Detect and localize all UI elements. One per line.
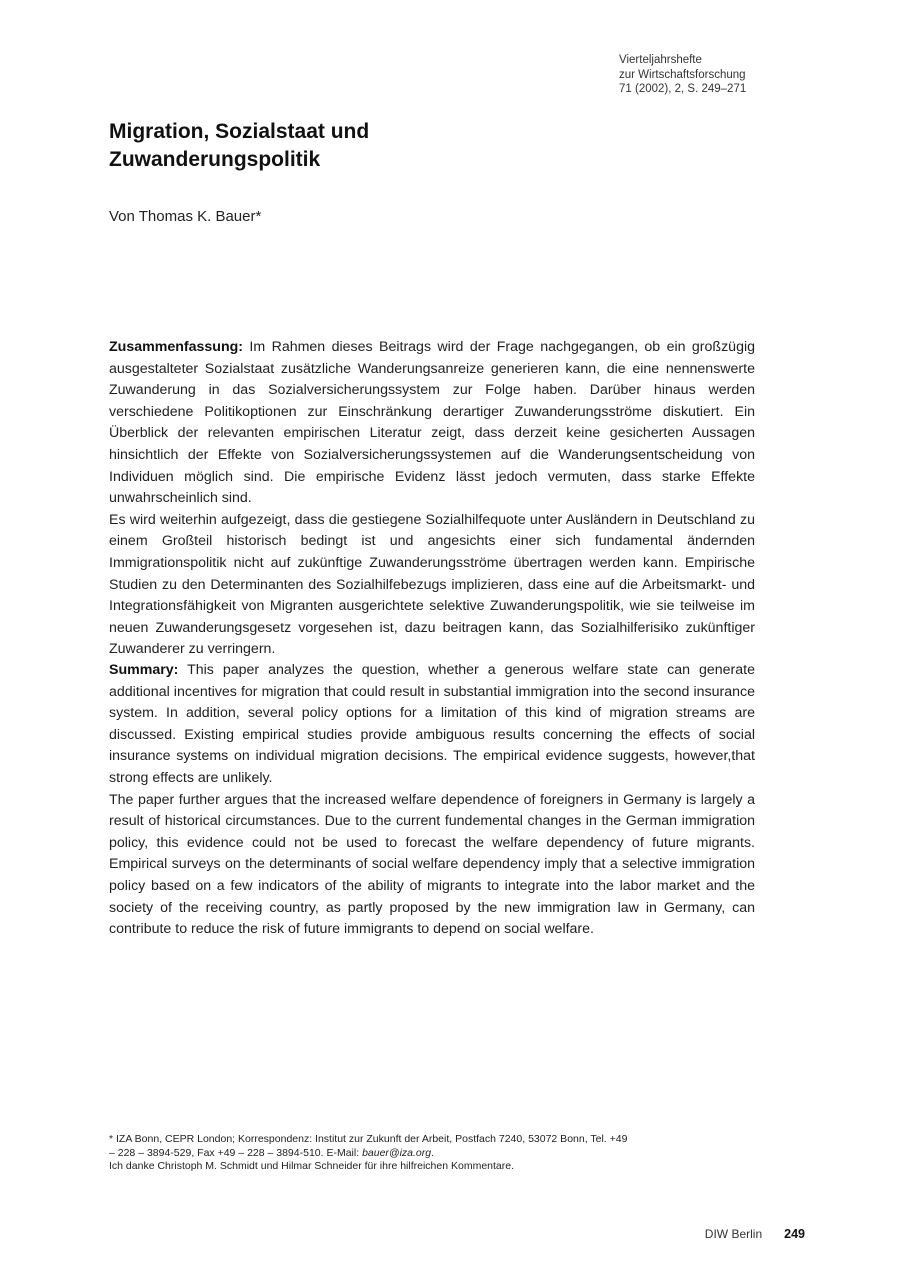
- german-abstract-label: Zusammenfassung:: [109, 339, 244, 355]
- german-abstract: [109, 337, 755, 661]
- journal-name-line1: Vierteljahrshefte: [619, 54, 702, 66]
- page-footer: [600, 1226, 805, 1242]
- page-number: 249: [784, 1227, 805, 1241]
- footnote-contact-end: .: [431, 1146, 435, 1159]
- article-title-line2: Zuwanderungspolitik: [109, 148, 321, 171]
- german-abstract-text-1: Im Rahmen dieses Beitrags wird der Frage nachgegangen, ob ein großzügig ausgestalteter Sozialstaat zusätzliche Wanderungsanreize generieren kann, die eine nennenswerte Zuwanderung in das Sozialversicherungssystem zur Folge haben. Darüber hinaus werden verschiedene Politikoptionen zur Einschränkung derartiger Zuwanderungsströme diskutiert. Ein Überblick der relevanten empirischen Literatur zeigt, dass derzeit keine gesicherten Aussagen hinsichtlich der Effekte von Sozialversicherungssystemen auf die Wanderungsentscheidung von Individuen möglich sind. Die empirische Evidenz lässt jedoch vermuten, dass starke Effekte unwahrscheinlich sind.: [109, 339, 755, 507]
- footnote-email: bauer@iza.org: [362, 1146, 432, 1159]
- footnote-affiliation: * IZA Bonn, CEPR London; Korrespondenz: Institut zur Zukunft der Arbeit, Postfach 7240, 53072 Bonn, Tel. +49: [109, 1133, 628, 1145]
- article-title-line1: Migration, Sozialstaat und: [109, 120, 370, 143]
- english-summary-label: Summary:: [109, 662, 179, 678]
- english-summary-text-1: This paper analyzes the question, whether a generous welfare state can generate additional incentives for migration that could result in substantial immigration into the second insurance system. In addition, several policy options for a limitation of this kind of migration streams are discussed. Existing empirical studies provide ambiguous results concerning the effects of social insurance systems on individual migration decisions. The empirical evidence suggests, however,that strong effects are unlikely.: [109, 662, 755, 786]
- english-summary-paragraph-2: The paper further argues that the increased welfare dependence of foreigners in Germany is largely a result of historical circumstances. Due to the current fundemental changes in the German immigration policy, this evidence could not be used to forecast the welfare dependency of future migrants. Empirical surveys on the determinants of social welfare dependency imply that a selective immigration policy based on a few indicators of the ability of migrants to integrate into the labor market and the society of the receiving country, as partly proposed by the new immigration law in Germany, can contribute to reduce the risk of future immigrants to depend on social welfare.: [109, 791, 755, 938]
- footnote-contact: [109, 1147, 709, 1161]
- journal-issue: 71 (2002), 2, S. 249–271: [619, 83, 747, 95]
- german-abstract-paragraph-1: [109, 337, 755, 510]
- publisher-name: DIW Berlin: [704, 1227, 763, 1241]
- footnote-contact-text: – 228 – 3894-529, Fax +49 – 228 – 3894-510. E-Mail:: [109, 1146, 363, 1159]
- author-footnote: [109, 1133, 709, 1174]
- german-abstract-paragraph-2: Es wird weiterhin aufgezeigt, dass die gestiegene Sozialhilfequote unter Ausländern in Deutschland zu einem Großteil historisch bedingt ist und angesichts einer sich fundamental ändernden Immigrationspolitik nicht auf zukünftige Zuwanderungsströme übertragen werden kann. Empirische Studien zu den Determinanten des Sozialhilfebezugs implizieren, dass eine auf die Arbeitsmarkt- und Integrationsfähigkeit von Migranten ausgerichtete selektive Zuwanderungspolitik, wie sie teilweise im neuen Zuwanderungsgesetz vorgesehen ist, dazu beitragen kann, das Sozialhilferisiko zukünftiger Zuwanderer zu verringern.: [109, 511, 755, 658]
- journal-name-line2: zur Wirtschaftsforschung: [619, 68, 746, 81]
- journal-reference: [619, 53, 859, 97]
- article-title: [109, 118, 749, 174]
- footnote-acknowledgement: Ich danke Christoph M. Schmidt und Hilmar Schneider für ihre hilfreichen Kommentare.: [109, 1160, 515, 1172]
- author-line: Von Thomas K. Bauer*: [109, 208, 262, 225]
- english-summary-paragraph-1: [109, 660, 755, 790]
- english-summary: [109, 660, 755, 941]
